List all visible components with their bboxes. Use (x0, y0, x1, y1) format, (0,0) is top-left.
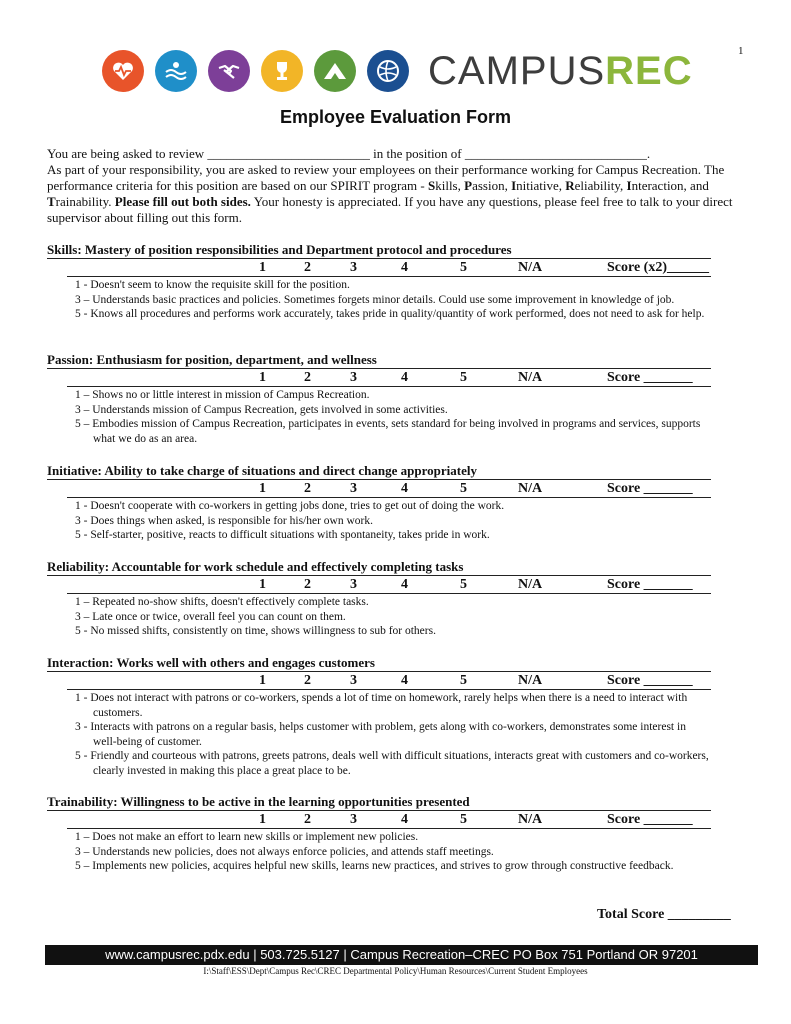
position-blank[interactable]: ____________________________ (464, 146, 647, 161)
water-icon (155, 50, 197, 92)
rating-option[interactable]: 1 (259, 577, 266, 592)
criteria-item: 1 - Doesn't cooperate with co-workers in getting jobs done, tries to get out of doing the work. (75, 500, 505, 512)
criteria-item: 3 - Does things when asked, is responsible for his/her own work. (75, 514, 373, 527)
rating-option[interactable]: 1 (259, 370, 266, 385)
review-text: You are being asked to review (47, 146, 208, 161)
rating-scale (67, 672, 711, 690)
rating-option[interactable]: 1 (259, 481, 266, 496)
rating-scale (67, 576, 711, 594)
score-field[interactable]: Score _______ (607, 370, 693, 385)
score-field[interactable]: Score _______ (607, 481, 693, 496)
rating-option[interactable]: 3 (350, 812, 357, 827)
criteria-list (75, 388, 711, 446)
criteria-item: 1 – Does not make an effort to learn new skills or implement new policies. (75, 831, 419, 843)
spirit-p: P (464, 178, 473, 193)
spirit-t-rest: rainability. (55, 194, 115, 209)
score-field[interactable]: Score _______ (607, 673, 693, 688)
period: . (646, 146, 651, 161)
rating-option[interactable]: 3 (350, 673, 357, 688)
rating-option[interactable]: 3 (350, 481, 357, 496)
criteria-item: 1 - Doesn't seem to know the requisite skill for the position. (75, 279, 350, 291)
criteria-item: 3 – Understands new policies, does not always enforce policies, and attends staff meetings. (75, 845, 494, 858)
bold-instruction: Please fill out both sides. (114, 194, 251, 209)
rating-option[interactable]: N/A (518, 481, 543, 496)
score-field[interactable]: Score (x2)______ (607, 260, 709, 275)
criteria-list (75, 499, 711, 543)
criteria-list (75, 691, 711, 778)
rating-scale (67, 369, 711, 387)
rating-option[interactable]: 1 (259, 673, 266, 688)
heart-pulse-icon (102, 50, 144, 92)
criteria-item: 5 – Implements new policies, acquires helpful new skills, learns new practices, and strives to grow through constructive feedback. (75, 860, 674, 872)
rating-option[interactable]: 3 (350, 260, 357, 275)
brand-campus: CAMPUS (428, 49, 606, 93)
total-score[interactable]: Total Score _________ (597, 907, 731, 922)
criteria-item: 3 - Interacts with patrons on a regular basis, helps customer with problem, gets along with co-workers, demonstrates some interest in well-being of customer. (75, 721, 686, 748)
criteria-list (75, 278, 711, 322)
file-path: I:\Staff\ESS\Dept\Campus Rec\CREC Departmental Policy\Human Resources\Current Student Employees (203, 966, 588, 976)
trophy-icon (261, 50, 303, 92)
mountain-icon (314, 50, 356, 92)
rating-option[interactable]: N/A (518, 812, 543, 827)
section-title: Initiative: Ability to take charge of situations and direct change appropriately (47, 463, 711, 480)
rating-scale (67, 480, 711, 498)
spirit-s-rest: kills, (435, 178, 465, 193)
evaluation-section (47, 352, 711, 446)
brand-rec: REC (605, 49, 693, 93)
spirit-r: R (565, 178, 575, 193)
section-title: Reliability: Accountable for work schedule and effectively completing tasks (47, 559, 711, 576)
instructions (47, 162, 747, 226)
rating-option[interactable]: 2 (304, 673, 311, 688)
criteria-item: 5 - Self-starter, positive, reacts to difficult situations with spontaneity, takes pride in work. (75, 529, 490, 541)
evaluation-section (47, 463, 711, 543)
section-title: Interaction: Works well with others and engages customers (47, 655, 711, 672)
ball-icon (367, 50, 409, 92)
brand-wordmark (428, 51, 693, 91)
rating-option[interactable]: 5 (460, 673, 467, 688)
section-title: Passion: Enthusiasm for position, department, and wellness (47, 352, 711, 369)
rating-option[interactable]: N/A (518, 577, 543, 592)
criteria-item: 5 - No missed shifts, consistently on time, shows willingness to sub for others. (75, 625, 436, 637)
rating-option[interactable]: 4 (401, 260, 408, 275)
rating-scale (67, 259, 711, 277)
employee-name-blank[interactable]: _________________________ (207, 146, 370, 161)
spirit-p-rest: assion, (472, 178, 512, 193)
intro-paragraph (47, 146, 747, 226)
criteria-item: 3 – Understands mission of Campus Recreation, gets involved in some activities. (75, 403, 448, 416)
rating-option[interactable]: N/A (518, 260, 543, 275)
evaluation-section (47, 794, 711, 874)
section-title: Trainability: Willingness to be active in the learning opportunities presented (47, 794, 711, 811)
score-field[interactable]: Score _______ (607, 577, 693, 592)
evaluation-section (47, 655, 711, 778)
instructions-start: As part of your responsibility, you are asked to review your employees on their performance working for Campus Recreation. The performance criteria for this position are based on our SPIRIT program - (47, 162, 725, 193)
campus-rec-logo (102, 50, 693, 92)
rating-option[interactable]: 5 (460, 812, 467, 827)
rating-option[interactable]: 5 (460, 577, 467, 592)
criteria-item: 3 – Understands basic practices and policies. Sometimes forgets minor details. Could use some improvement in knowledge of job. (75, 293, 675, 306)
criteria-item: 5 - Friendly and courteous with patrons, greets patrons, deals well with difficult situations, interacts great with customers and co-workers, clearly invested in making this place a great place to be. (75, 750, 709, 777)
form-title: Employee Evaluation Form (279, 107, 512, 127)
rating-option[interactable]: 3 (350, 370, 357, 385)
spirit-i-rest: nitiative, (516, 178, 566, 193)
page-number: 1 (738, 45, 744, 57)
score-field[interactable]: Score _______ (607, 812, 693, 827)
spirit-i2: I (626, 178, 632, 193)
rating-option[interactable]: 2 (304, 812, 311, 827)
rating-option[interactable]: 2 (304, 370, 311, 385)
rating-option[interactable]: 2 (304, 577, 311, 592)
rating-option[interactable]: 1 (259, 812, 266, 827)
criteria-item: 1 – Repeated no-show shifts, doesn't effectively complete tasks. (75, 596, 369, 608)
section-title: Skills: Mastery of position responsibilities and Department protocol and procedures (47, 242, 711, 259)
evaluation-section (47, 242, 711, 322)
criteria-item: 5 – Embodies mission of Campus Recreation, participates in events, sets standard for being involved in programs and services, supports what we do as an area. (75, 418, 701, 445)
rating-option[interactable]: 4 (401, 370, 408, 385)
rating-option[interactable]: 1 (259, 260, 266, 275)
rating-option[interactable]: 4 (401, 673, 408, 688)
spirit-i: I (511, 178, 517, 193)
criteria-item: 5 - Knows all procedures and performs work accurately, takes pride in quality/quantity of work performed, does not need to ask for help. (75, 308, 705, 320)
rating-option[interactable]: N/A (518, 673, 543, 688)
rating-option[interactable]: 2 (304, 481, 311, 496)
rating-option[interactable]: N/A (518, 370, 543, 385)
review-line (47, 146, 747, 162)
criteria-list (75, 595, 711, 639)
footer-contact-bar: www.campusrec.pdx.edu | 503.725.5127 | Campus Recreation–CREC PO Box 751 Portland OR 97201 (45, 945, 758, 965)
spirit-i2-rest: nteraction, and (631, 178, 709, 193)
spirit-r-rest: eliability, (574, 178, 627, 193)
criteria-item: 1 – Shows no or little interest in mission of Campus Recreation. (75, 389, 370, 401)
instructions-closing: Your honesty is appreciated. If you have any questions, please feel free to talk to your direct supervisor about filling out this form. (47, 194, 733, 225)
handshake-icon (208, 50, 250, 92)
criteria-item: 1 - Does not interact with patrons or co-workers, spends a lot of time on homework, rarely helps when there is a need to interact with customers. (75, 692, 688, 719)
rating-option[interactable]: 4 (401, 812, 408, 827)
rating-option[interactable]: 4 (401, 577, 408, 592)
rating-scale (67, 811, 711, 829)
rating-option[interactable]: 2 (304, 260, 311, 275)
rating-option[interactable]: 5 (460, 481, 467, 496)
spirit-s: S (427, 178, 436, 193)
criteria-list (75, 830, 711, 874)
rating-option[interactable]: 4 (401, 481, 408, 496)
rating-option[interactable]: 3 (350, 577, 357, 592)
position-text: in the position of (369, 146, 465, 161)
evaluation-section (47, 559, 711, 639)
criteria-item: 3 – Late once or twice, overall feel you can count on them. (75, 610, 346, 623)
rating-option[interactable]: 5 (460, 370, 467, 385)
spirit-t: T (47, 194, 56, 209)
rating-option[interactable]: 5 (460, 260, 467, 275)
